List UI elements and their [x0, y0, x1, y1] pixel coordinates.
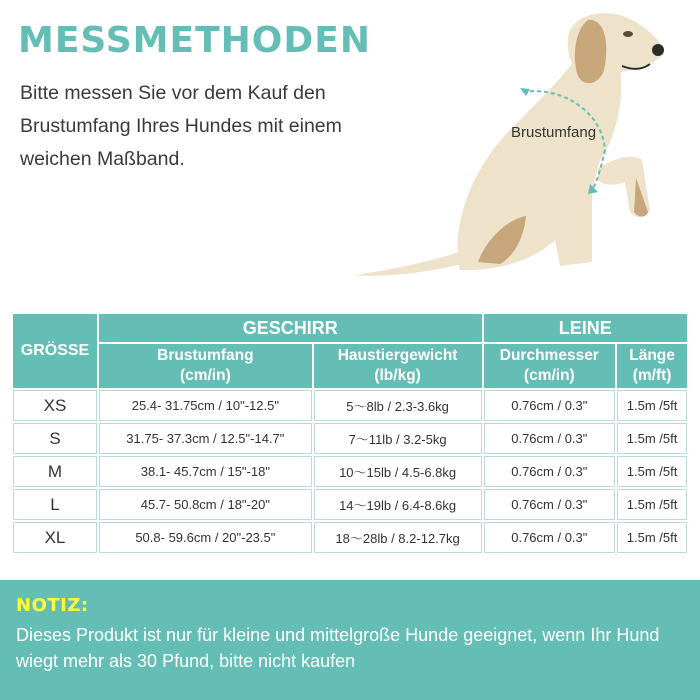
size-cell: M	[13, 456, 97, 487]
note-title: NOTIZ:	[16, 595, 89, 616]
table-row	[13, 522, 687, 553]
diameter-cell: 0.76cm / 0.3"	[484, 390, 616, 421]
table-row	[13, 423, 687, 454]
size-cell: S	[13, 423, 97, 454]
group-header-harness: GESCHIRR	[99, 314, 482, 342]
size-table	[11, 312, 689, 555]
dog-eye	[623, 31, 633, 37]
diameter-cell: 0.76cm / 0.3"	[484, 489, 616, 520]
length-cell: 1.5m /5ft	[617, 522, 687, 553]
weight-cell: 10～15lb / 4.5-6.8kg	[314, 456, 482, 487]
column-header-diameter: Durchmesser (cm/in)	[484, 344, 616, 388]
chest-cell: 25.4- 31.75cm / 10"-12.5"	[99, 390, 312, 421]
table-row	[13, 489, 687, 520]
table-row	[13, 390, 687, 421]
chest-cell: 38.1- 45.7cm / 15"-18"	[99, 456, 312, 487]
chest-cell: 50.8- 59.6cm / 20"-23.5"	[99, 522, 312, 553]
column-header-weight: Haustiergewicht (lb/kg)	[314, 344, 482, 388]
weight-cell: 7～11lb / 3.2-5kg	[314, 423, 482, 454]
note-text: Dieses Produkt ist nur für kleine und mittelgroße Hunde geeignet, wenn Ihr Hund wiegt mehr als 30 Pfund, bitte nicht kaufen	[16, 625, 660, 671]
size-cell: XS	[13, 390, 97, 421]
length-cell: 1.5m /5ft	[617, 489, 687, 520]
weight-cell: 18～28lb / 8.2-12.7kg	[314, 522, 482, 553]
chest-cell: 45.7- 50.8cm / 18"-20"	[99, 489, 312, 520]
length-cell: 1.5m /5ft	[617, 423, 687, 454]
weight-cell: 14～19lb / 6.4-8.6kg	[314, 489, 482, 520]
group-header-leash: LEINE	[484, 314, 688, 342]
arrow-head-top	[520, 88, 530, 96]
column-header-chest: Brustumfang (cm/in)	[99, 344, 312, 388]
diameter-cell: 0.76cm / 0.3"	[484, 522, 616, 553]
diameter-cell: 0.76cm / 0.3"	[484, 456, 616, 487]
page-title: MESSMETHODEN	[18, 20, 371, 61]
length-cell: 1.5m /5ft	[617, 390, 687, 421]
column-header-length: Länge (m/ft)	[617, 344, 687, 388]
size-cell: XL	[13, 522, 97, 553]
diameter-cell: 0.76cm / 0.3"	[484, 423, 616, 454]
chest-label: Brustumfang	[511, 124, 597, 141]
table-row	[13, 456, 687, 487]
note-panel	[0, 580, 700, 700]
chest-cell: 31.75- 37.3cm / 12.5"-14.7"	[99, 423, 312, 454]
dog-nose	[652, 44, 664, 56]
weight-cell: 5～8lb / 2.3-3.6kg	[314, 390, 482, 421]
size-header: GRÖSSE	[13, 314, 97, 388]
length-cell: 1.5m /5ft	[617, 456, 687, 487]
size-cell: L	[13, 489, 97, 520]
dog-illustration	[340, 0, 700, 290]
intro-text: Bitte messen Sie vor dem Kauf den Brustumfang Ihres Hundes mit einem weichen Maßband.	[20, 82, 342, 170]
